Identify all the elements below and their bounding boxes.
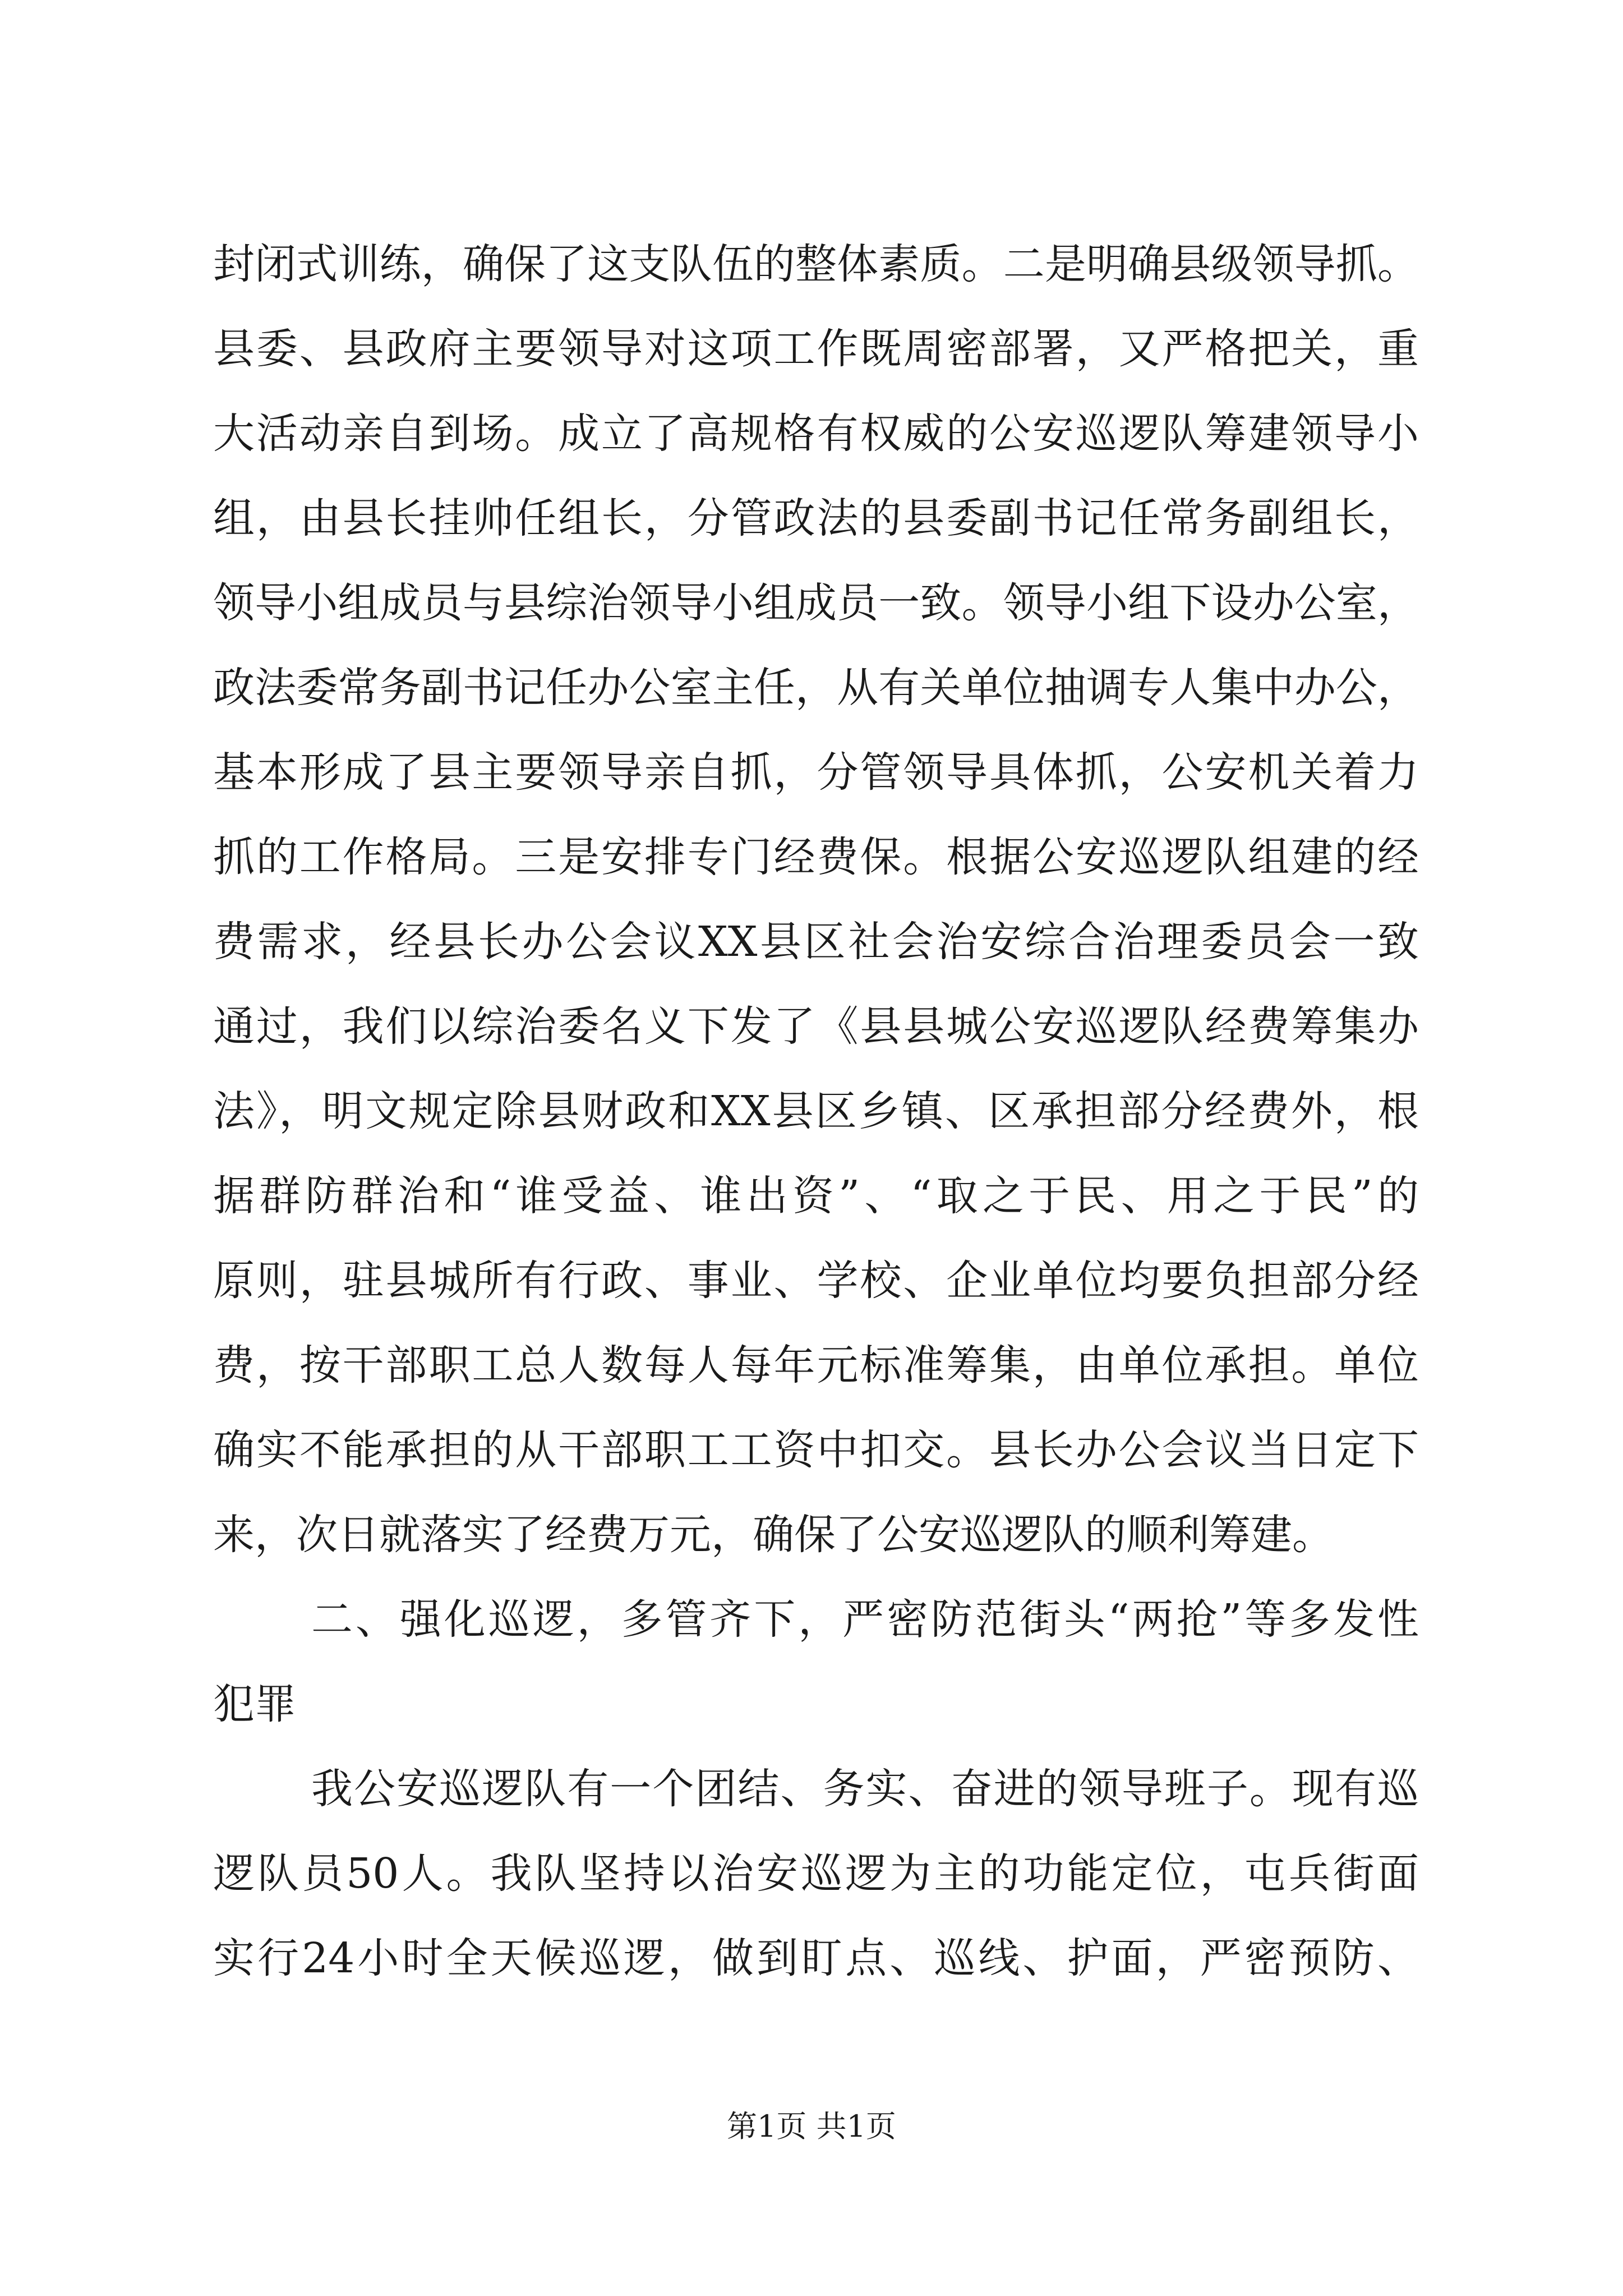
- text-line: 来，次日就落实了经费万元，确保了公安巡逻队的顺利筹建。: [213, 1511, 1334, 1559]
- text-line: 基本形成了县主要领导亲自抓，分管领导具体抓，公安机关着力: [213, 748, 1419, 797]
- document-body: [213, 222, 1419, 2001]
- section-heading-line: 犯罪: [213, 1680, 296, 1728]
- text-line: 费需求，经县长办公会议XX县区社会治安综合治理委员会一致: [213, 918, 1419, 966]
- text-line: 政法委常务副书记任办公室主任，从有关单位抽调专人集中办公，: [213, 664, 1419, 712]
- text-line: 我公安巡逻队有一个团结、务实、奋进的领导班子。现有巡: [311, 1765, 1419, 1813]
- text-line: 费，按干部职工总人数每人每年元标准筹集，由单位承担。单位: [213, 1341, 1419, 1389]
- page-footer: 第1页 共1页: [727, 2109, 896, 2144]
- text-line: 逻队员50人。我队坚持以治安巡逻为主的功能定位，屯兵街面: [213, 1849, 1419, 1898]
- text-line: 县委、县政府主要领导对这项工作既周密部署，又严格把关，重: [213, 325, 1419, 373]
- text-line: 抓的工作格局。三是安排专门经费保。根据公安巡逻队组建的经: [213, 833, 1419, 881]
- text-line: 原则，驻县城所有行政、事业、学校、企业单位均要负担部分经: [213, 1257, 1419, 1305]
- text-line: 领导小组成员与县综治领导小组成员一致。领导小组下设办公室，: [213, 579, 1419, 627]
- text-line: 大活动亲自到场。成立了高规格有权威的公安巡逻队筹建领导小: [213, 409, 1419, 458]
- text-line: 据群防群治和“谁受益、谁出资”、“取之于民、用之于民”的: [213, 1172, 1419, 1220]
- text-line: 确实不能承担的从干部职工工资中扣交。县长办公会议当日定下: [213, 1426, 1419, 1474]
- section-heading-line: 二、强化巡逻，多管齐下，严密防范街头“两抢”等多发性: [311, 1595, 1419, 1644]
- text-line: 封闭式训练，确保了这支队伍的整体素质。二是明确县级领导抓。: [213, 240, 1419, 288]
- text-line: 实行24小时全天候巡逻，做到盯点、巡线、护面，严密预防、: [213, 1934, 1419, 1982]
- text-line: 组，由县长挂帅任组长，分管政法的县委副书记任常务副组长，: [213, 494, 1419, 542]
- text-line: 法》，明文规定除县财政和XX县区乡镇、区承担部分经费外，根: [213, 1087, 1419, 1135]
- text-line: 通过，我们以综治委名义下发了《县县城公安巡逻队经费筹集办: [213, 1002, 1419, 1051]
